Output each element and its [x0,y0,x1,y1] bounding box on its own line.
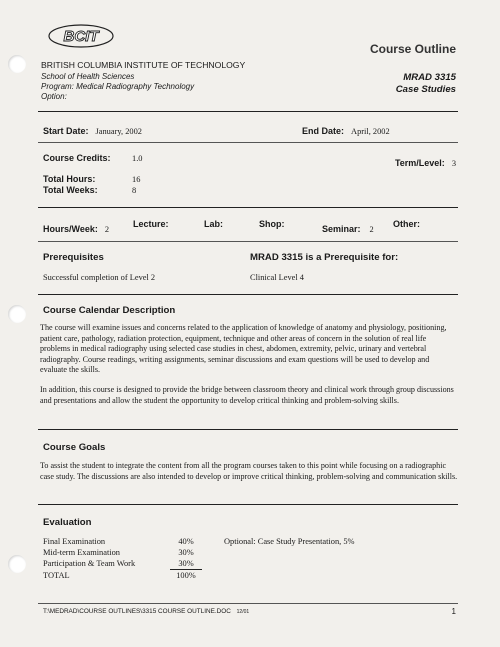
end-date-label: End Date: [302,126,345,136]
optional-presentation-note: Optional: Case Study Presentation, 5% [224,537,355,546]
shop-label: Shop: [259,219,285,229]
logo-text: BCIT [63,28,99,45]
hours-per-week [43,219,109,237]
seminar-value: 2 [369,225,374,234]
doc-type-title: Course Outline [369,42,456,56]
start-date-label: Start Date: [43,126,89,136]
footer-file-path [43,608,249,615]
term-label: Term/Level: [394,158,445,168]
course-goals-heading: Course Goals [43,442,106,453]
evaluation-total-label: TOTAL [43,571,70,580]
hours-week-value: 2 [104,225,110,234]
evaluation-row [43,570,70,581]
seminar-label: Seminar: [322,224,361,234]
option-label: Option: [41,92,67,101]
lab-label: Lab: [204,219,223,229]
start-date-value: January, 2002 [95,127,142,136]
evaluation-item-label: Mid-term Examination [43,548,120,557]
calendar-description-paragraph-2: In addition, this course is designed to provide the bridge between classroom theory and clinical work through group discussions and presentations and allow the student the opportunity to develop critical thinking and problem-solving skills. [40,385,454,405]
evaluation-heading: Evaluation [43,517,92,528]
credits-value: 1.0 [132,154,143,163]
divider [38,142,458,143]
calendar-description-heading: Course Calendar Description [43,305,176,316]
evaluation-item-label: Participation & Team Work [43,559,136,568]
divider [38,429,458,430]
divider [38,111,458,112]
bcit-logo [47,22,117,50]
total-weeks-label: Total Weeks: [43,185,98,195]
term-level [395,153,456,171]
credits-label: Course Credits: [43,153,111,163]
divider [38,294,458,295]
seminar [322,219,374,237]
school-name: School of Health Sciences [41,72,135,81]
course-goals-text: To assist the student to integrate the content from all the program courses taken to this point while focusing on a radiographic case study. The discussions are also intended to develop or improve critical thinking, problem-solving and communication skills. [40,461,458,481]
evaluation-row [43,558,135,569]
total-hours-value: 16 [132,175,141,184]
total-weeks-value: 8 [132,186,137,195]
divider [38,241,458,242]
page-number: 1 [451,607,456,616]
footer-code: 12/01 [236,609,250,615]
end-date [302,121,390,139]
divider [38,207,458,208]
binder-hole-bottom [8,555,26,573]
footer-path: T:\MEDRAD\COURSE OUTLINES\3315 COURSE OUTLINE.DOC [43,608,231,615]
divider [38,603,458,604]
hours-week-label: Hours/Week: [43,224,98,234]
is-prerequisite-text: Clinical Level 4 [250,273,304,282]
binder-hole-top [8,55,26,73]
evaluation-item-value: 40% [178,537,194,546]
evaluation-item-value: 30% [170,558,202,570]
prerequisites-text: Successful completion of Level 2 [43,273,156,282]
calendar-description-paragraph-1: The course will examine issues and concerns related to the application of knowledge of anatomy and physiology, positioning, patient care, pathology, radiation protection, equipment, technique and other areas of concern in the solution of real life problems in medical radiography using selected case studies in chest, abdomen, extremity, pelvic, urinary and vertebral radiography. Course readings, writing assignments, seminar discussions and exam questions will be used to develop and evaluate the skills. [40,323,447,375]
evaluation-row [43,547,120,558]
institute-name: BRITISH COLUMBIA INSTITUTE OF TECHNOLOGY [41,60,246,70]
evaluation-row [43,536,105,547]
program-name: Program: Medical Radiography Technology [41,82,195,91]
course-code: MRAD 3315 [403,72,456,83]
evaluation-item-value: 30% [178,548,194,557]
other-label: Other: [393,219,420,229]
end-date-value: April, 2002 [351,127,390,136]
lecture-label: Lecture: [133,219,169,229]
is-prerequisite-heading: MRAD 3315 is a Prerequisite for: [250,252,399,263]
evaluation-item-label: Final Examination [43,537,106,546]
start-date [43,121,142,139]
total-hours-label: Total Hours: [43,174,96,184]
divider [38,504,458,505]
evaluation-total-value: 100% [176,571,196,580]
course-name: Case Studies [395,84,456,95]
term-value: 3 [451,159,456,168]
binder-hole-middle [8,305,26,323]
prerequisites-heading: Prerequisites [43,252,104,263]
